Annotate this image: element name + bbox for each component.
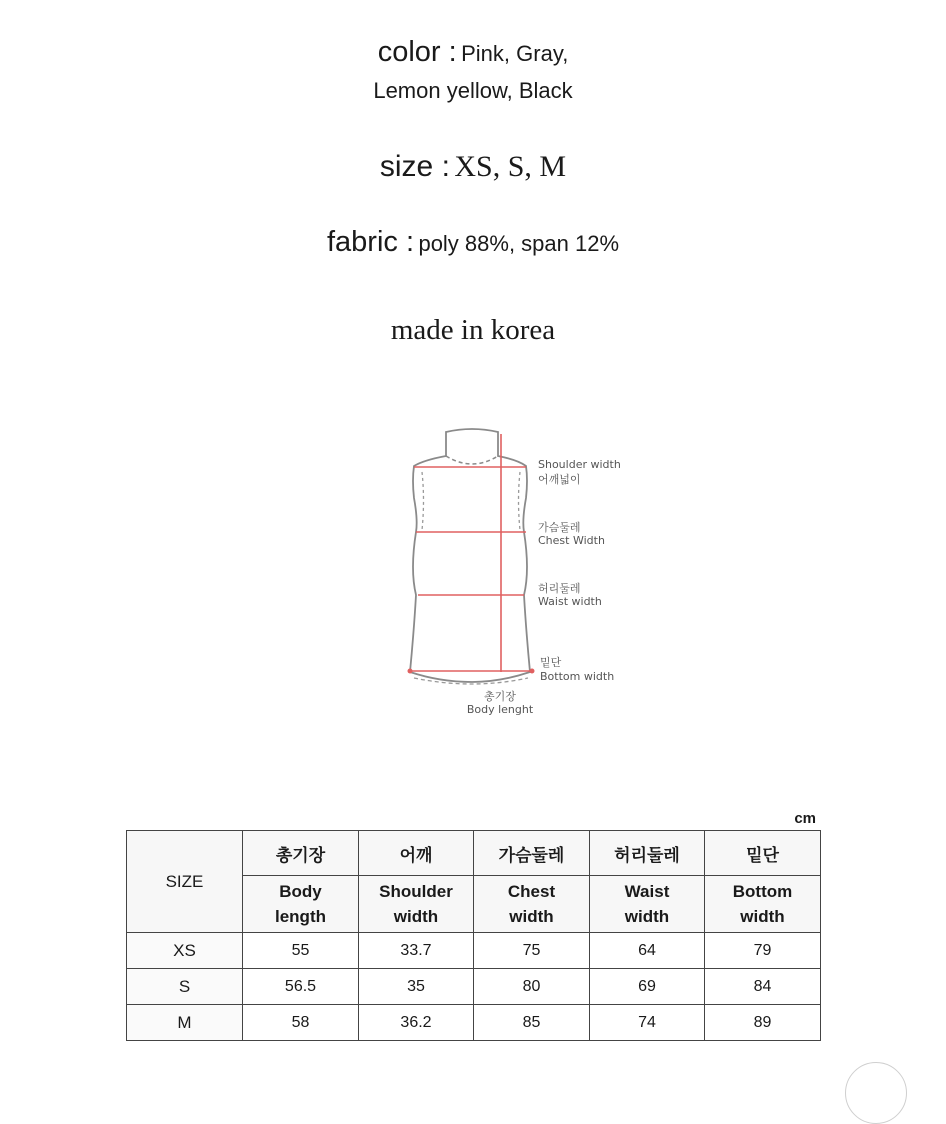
bottom-cell: 79 [705,933,821,969]
header-en-body-length: Body length [243,876,359,933]
shoulder-label-en: Shoulder width [538,458,621,471]
waist-cell: 64 [590,933,705,969]
size-label: size : [379,150,450,183]
waist-cell: 69 [590,969,705,1005]
shoulder-label-ko: 어깨넓이 [538,473,581,486]
waist-label-en: Waist width [538,595,602,608]
chest-label-ko: 가슴둘레 [538,521,581,534]
chest-cell: 85 [474,1005,590,1041]
header-en-waist: Waist width [590,876,705,933]
size-column-header: SIZE [127,831,243,933]
bottom-cell: 89 [705,1005,821,1041]
bottom-label-en: Bottom width [540,670,615,683]
fabric-values: poly 88%, span 12% [418,231,620,256]
header-en-shoulder: Shoulder width [359,876,474,933]
chest-cell: 80 [474,969,590,1005]
size-chart-table [126,830,821,1041]
bottom-right-dot [530,669,535,674]
chest-label-en: Chest Width [538,534,605,547]
header-en-bottom: Bottom width [705,876,821,933]
color-info [0,36,946,69]
shoulder-cell: 35 [359,969,474,1005]
shoulder-cell: 33.7 [359,933,474,969]
garment-measurement-diagram [380,420,640,730]
size-info [0,150,946,184]
size-cell: S [127,969,243,1005]
table-row [127,1005,821,1041]
size-cell: M [127,1005,243,1041]
header-ko-shoulder: 어깨 [359,831,474,876]
color-label: color : [377,36,457,68]
shoulder-cell: 36.2 [359,1005,474,1041]
length-label-en: Body lenght [466,703,534,716]
waist-cell: 74 [590,1005,705,1041]
header-ko-chest: 가슴둘레 [474,831,590,876]
body-length-cell: 55 [243,933,359,969]
table-row [127,933,821,969]
body-length-cell: 58 [243,1005,359,1041]
header-ko-bottom: 밑단 [705,831,821,876]
fabric-info [0,226,946,259]
origin-text: made in korea [390,314,556,346]
bottom-label-ko: 밑단 [540,656,562,669]
size-cell: XS [127,933,243,969]
chest-cell: 75 [474,933,590,969]
color-values-continued: Lemon yellow, Black [373,78,573,103]
table-row [127,969,821,1005]
waist-label-ko: 허리둘레 [538,582,581,595]
unit-label: cm [794,810,816,827]
bottom-cell: 84 [705,969,821,1005]
header-en-chest: Chest width [474,876,590,933]
header-ko-body-length: 총기장 [243,831,359,876]
body-length-cell: 56.5 [243,969,359,1005]
size-values: XS, S, M [454,150,567,183]
header-ko-waist: 허리둘레 [590,831,705,876]
color-values: Pink, Gray, [461,41,569,66]
scroll-top-button[interactable] [845,1062,907,1124]
bottom-left-dot [408,669,413,674]
fabric-label: fabric : [326,226,414,258]
length-label-ko: 총기장 [484,690,516,703]
header-row-korean [127,831,821,876]
